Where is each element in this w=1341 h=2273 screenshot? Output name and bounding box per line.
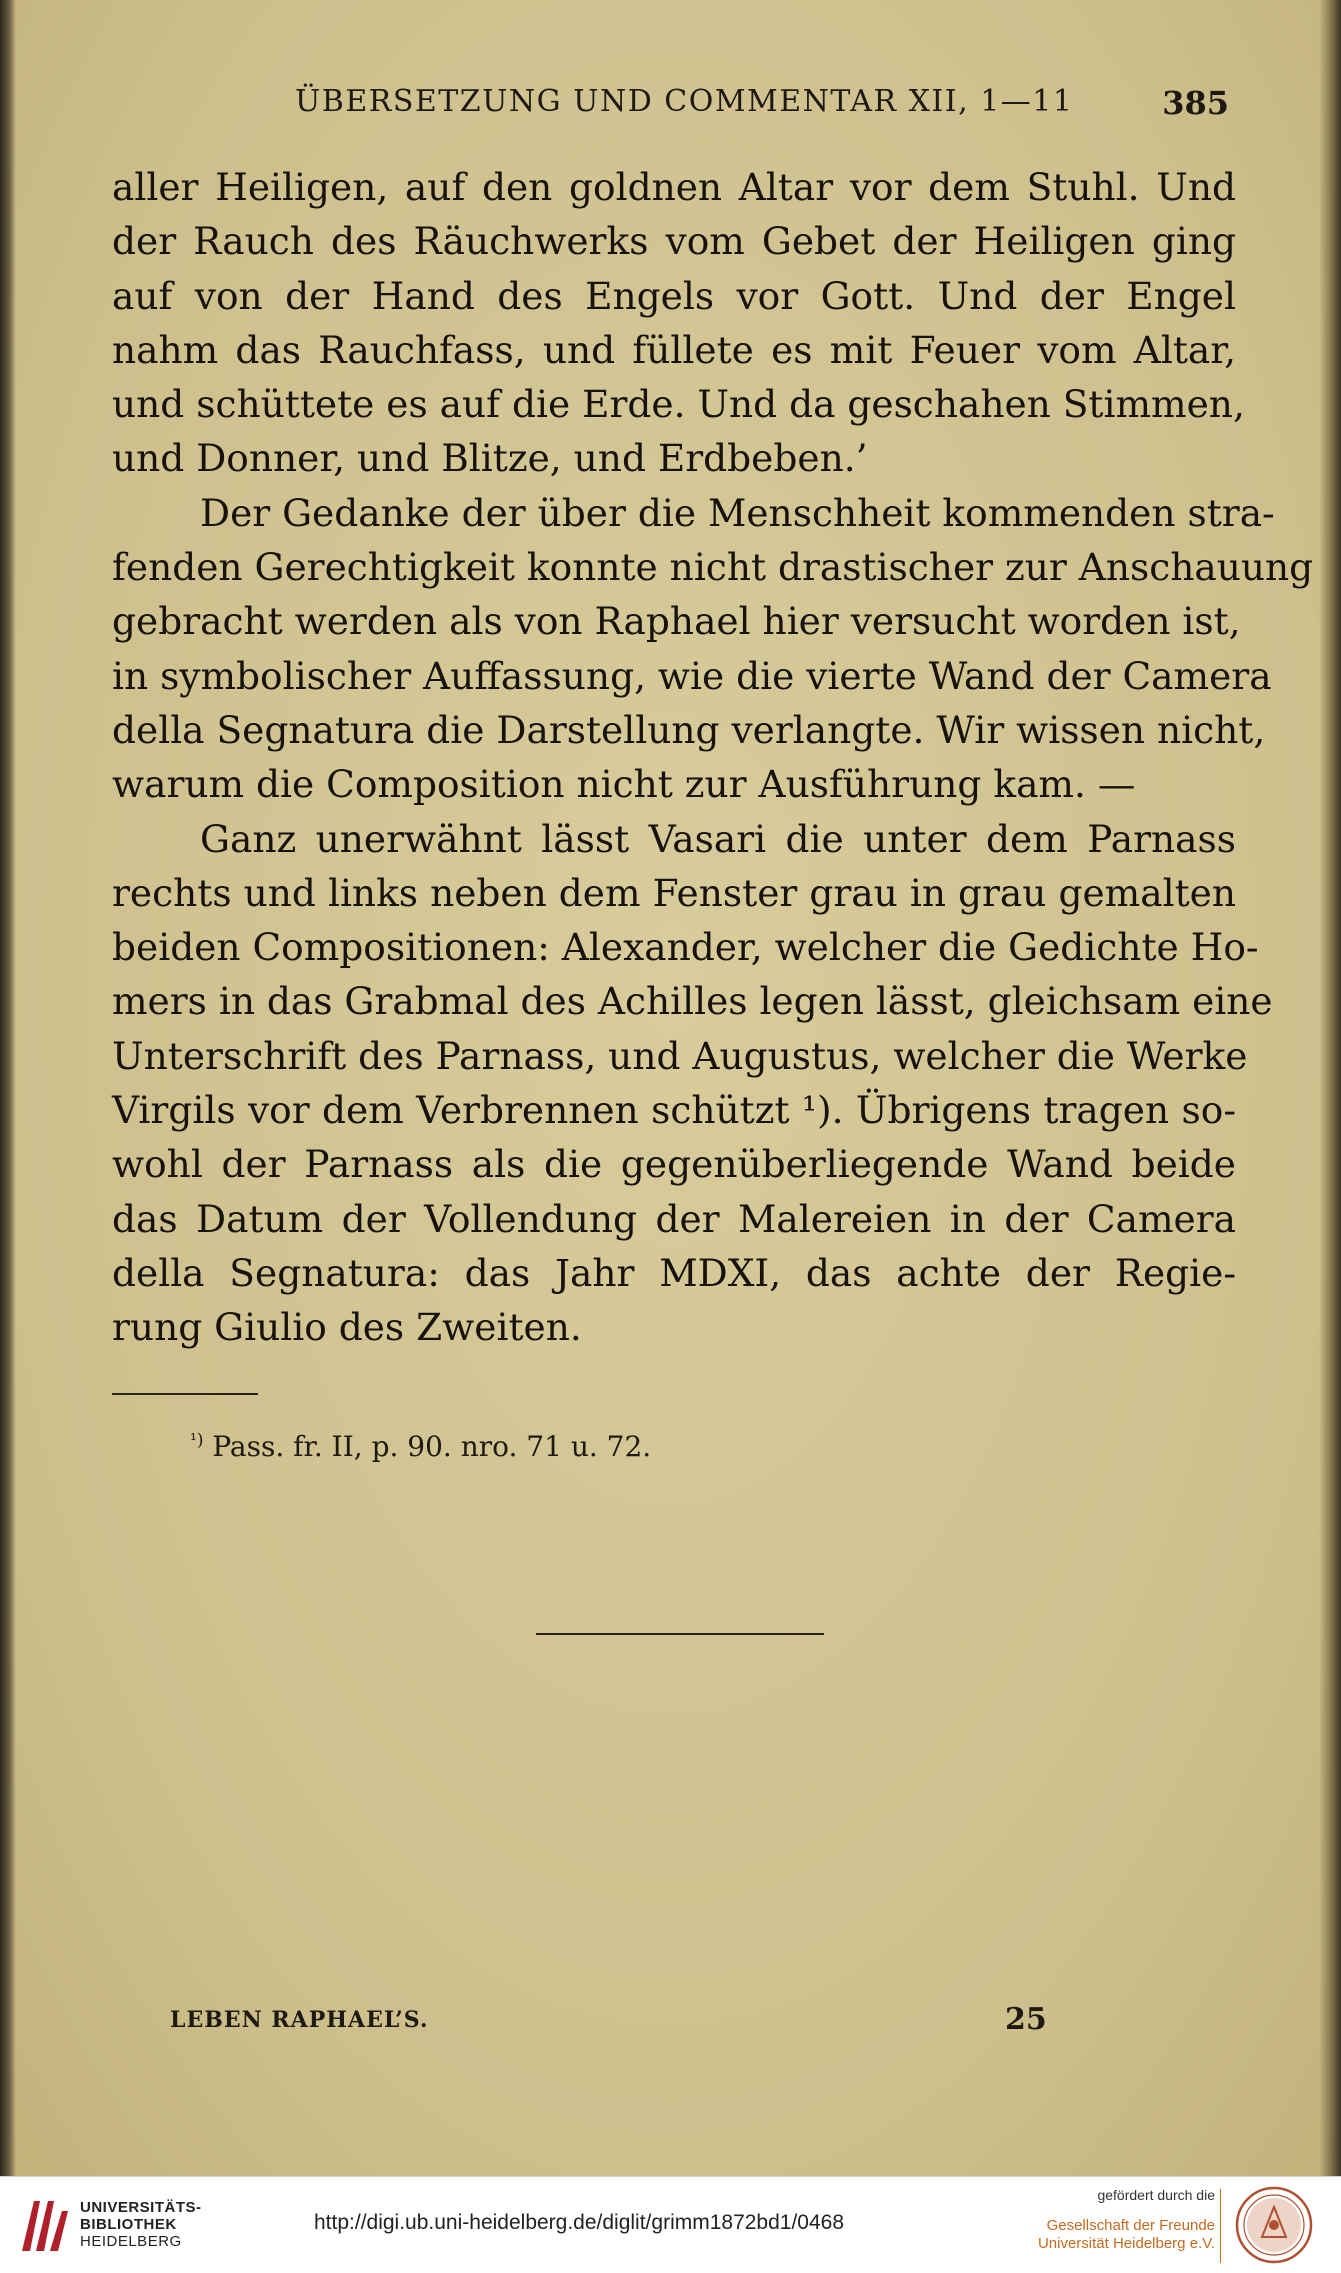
permalink-url[interactable]: http://digi.ub.uni-heidelberg.de/diglit/grimm1872bd1/0468 [314, 2211, 845, 2234]
university-seal-icon [1234, 2185, 1314, 2265]
page-right-edge [1319, 0, 1341, 2176]
text-line: mers in das Grabmal des Achilles legen lässt, gleichsam eine [112, 979, 1273, 1024]
text-line: Unterschrift des Parnass, und Augustus, welcher die Werke [112, 1033, 1248, 1078]
signature-label: LEBEN RAPHAEL’S. [170, 2007, 429, 2033]
sponsor-label: gefördert durch die [1097, 2187, 1215, 2203]
body-text [112, 160, 1314, 1355]
digitization-footer [0, 2176, 1341, 2273]
text-line: wohl der Parnass als die gegenüberliegende Wand beide [112, 1142, 1236, 1187]
library-name [80, 2199, 202, 2250]
sponsor-name: Gesellschaft der Freunde [1046, 2217, 1215, 2234]
text-line: Der Gedanke der über die Menschheit kommenden stra- [200, 490, 1275, 535]
university-library-logo-icon [14, 2193, 74, 2257]
sponsor-block [1010, 2187, 1215, 2253]
footer-divider [1220, 2189, 1221, 2263]
text-line: in symbolischer Auffassung, wie die vierte Wand der Camera [112, 653, 1272, 698]
text-line: Virgils vor dem Verbrennen schützt ¹). Übrigens tragen so- [112, 1088, 1236, 1133]
text-line: rung Giulio des Zweiten. [112, 1305, 582, 1350]
page-left-edge [0, 0, 16, 2176]
footnote-marker: ¹) [190, 1430, 204, 1451]
signature-number: 25 [1005, 2002, 1047, 2037]
footnote [190, 1430, 651, 1463]
text-line: della Segnatura die Darstellung verlangte. Wir wissen nicht, [112, 707, 1266, 752]
section-end-rule [536, 1633, 824, 1635]
library-name-line: HEIDELBERG [80, 2233, 182, 2250]
footnote-text: Pass. fr. II, p. 90. nro. 71 u. 72. [203, 1430, 652, 1463]
text-line: das Datum der Vollendung der Malereien in der Camera [112, 1196, 1236, 1241]
text-line: rechts und links neben dem Fenster grau in grau gemalten [112, 870, 1236, 915]
sponsor-name: Universität Heidelberg e.V. [1037, 2235, 1215, 2252]
text-line: und Donner, und Blitze, und Erdbeben.’ [112, 436, 868, 481]
text-line: beiden Compositionen: Alexander, welcher die Gedichte Ho- [112, 925, 1259, 970]
text-line: della Segnatura: das Jahr MDXI, das achte der Regie- [112, 1250, 1236, 1295]
text-line: Ganz unerwähnt lässt Vasari die unter dem Parnass [200, 816, 1236, 861]
footnote-rule [112, 1393, 258, 1395]
text-line: der Rauch des Räuchwerks vom Gebet der Heiligen ging [112, 219, 1236, 264]
page-number: 385 [1162, 84, 1229, 122]
running-title: ÜBERSETZUNG UND COMMENTAR XII, 1—11 [295, 84, 1074, 119]
library-name-line: UNIVERSITÄTS- [80, 2199, 202, 2216]
text-line: fenden Gerechtigkeit konnte nicht drastischer zur Anschauung [112, 545, 1314, 590]
page-header [295, 84, 1229, 134]
text-line: auf von der Hand des Engels vor Gott. Und der Engel [112, 273, 1236, 318]
text-line: warum die Composition nicht zur Ausführung kam. — [112, 762, 1136, 807]
text-line: aller Heiligen, auf den goldnen Altar vor dem Stuhl. Und [112, 165, 1236, 209]
text-line: und schüttete es auf die Erde. Und da geschahen Stimmen, [112, 382, 1245, 427]
library-name-line: BIBLIOTHEK [80, 2216, 177, 2233]
text-line: nahm das Rauchfass, und füllete es mit Feuer vom Altar, [112, 327, 1236, 372]
text-line: gebracht werden als von Raphael hier versucht worden ist, [112, 599, 1241, 644]
